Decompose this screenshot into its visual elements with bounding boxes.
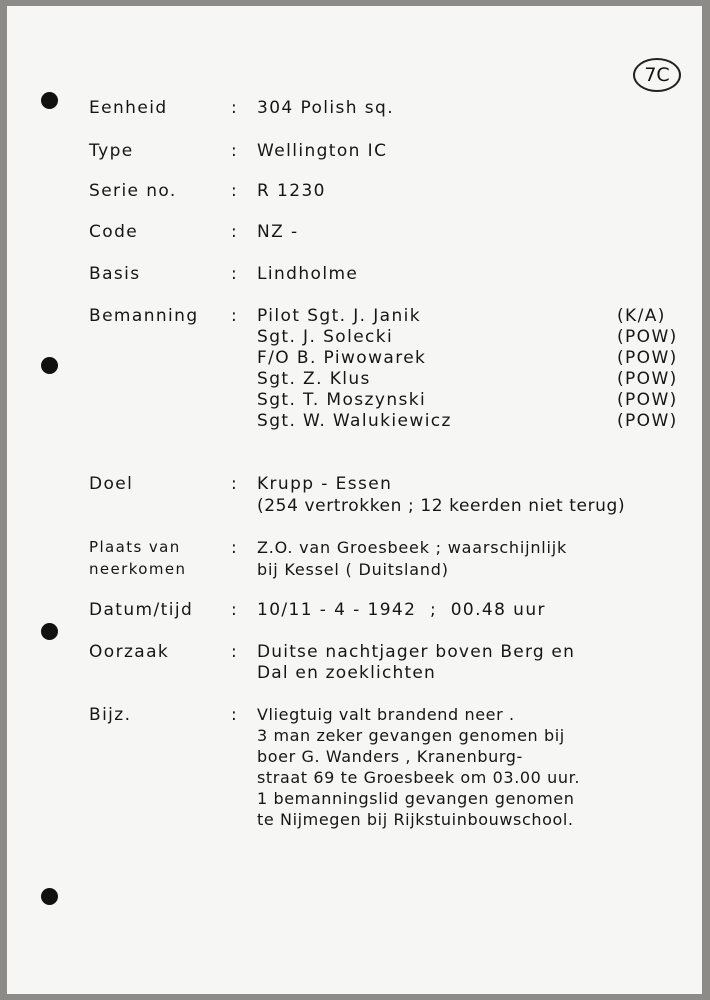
value-oorzaak-line: Duitse nachtjager boven Berg en <box>257 642 576 662</box>
value-bijz-line: boer G. Wanders , Kranenburg- <box>257 747 523 766</box>
crew-member-name: Sgt. J. Solecki <box>257 327 394 347</box>
crew-member-name: Sgt. Z. Klus <box>257 369 371 389</box>
colon: : <box>231 600 239 620</box>
colon: : <box>231 538 239 558</box>
crew-member-name: F/O B. Piwowarek <box>257 348 427 368</box>
label-type: Type <box>89 141 134 161</box>
crew-member-status: (POW) <box>617 327 678 347</box>
label-plaats: Plaats van <box>89 538 181 556</box>
label-eenheid: Eenheid <box>89 98 168 118</box>
punch-hole <box>41 357 58 374</box>
label-oorzaak: Oorzaak <box>89 642 170 662</box>
crew-member-status: (POW) <box>617 390 678 410</box>
label-doel: Doel <box>89 474 134 494</box>
value-datum: 10/11 - 4 - 1942 ; 00.48 uur <box>257 600 546 620</box>
crew-member-name: Pilot Sgt. J. Janik <box>257 306 422 326</box>
crew-member-status: (POW) <box>617 348 678 368</box>
punch-hole <box>41 888 58 905</box>
value-bijz-line: 1 bemanningslid gevangen genomen <box>257 789 575 808</box>
colon: : <box>231 181 239 201</box>
label-plaats: neerkomen <box>89 560 187 578</box>
value-serie: R 1230 <box>257 181 326 201</box>
value-oorzaak-line: Dal en zoeklichten <box>257 663 436 683</box>
crew-member-name: Sgt. W. Walukiewicz <box>257 411 452 431</box>
colon: : <box>231 306 239 326</box>
colon: : <box>231 264 239 284</box>
punch-hole <box>41 92 58 109</box>
value-eenheid: 304 Polish sq. <box>257 98 395 118</box>
label-bemanning: Bemanning <box>89 306 199 326</box>
punch-hole <box>41 623 58 640</box>
value-bijz-line: 3 man zeker gevangen genomen bij <box>257 726 565 745</box>
value-plaats-line: Z.O. van Groesbeek ; waarschijnlijk <box>257 538 568 557</box>
value-plaats-line: bij Kessel ( Duitsland) <box>257 560 449 579</box>
value-bijz-line: te Nijmegen bij Rijkstuinbouwschool. <box>257 810 574 829</box>
colon: : <box>231 98 239 118</box>
value-code: NZ - <box>257 222 299 242</box>
value-bijz-line: Vliegtuig valt brandend neer . <box>257 705 515 724</box>
colon: : <box>231 705 239 725</box>
colon: : <box>231 474 239 494</box>
value-type: Wellington IC <box>257 141 388 161</box>
crew-member-name: Sgt. T. Moszynski <box>257 390 427 410</box>
colon: : <box>231 642 239 662</box>
crew-member-status: (POW) <box>617 369 678 389</box>
value-bijz-line: straat 69 te Groesbeek om 03.00 uur. <box>257 768 581 787</box>
value-doel-line: Krupp - Essen <box>257 474 393 494</box>
value-doel-line: (254 vertrokken ; 12 keerden niet terug) <box>257 496 626 516</box>
label-serie: Serie no. <box>89 181 177 201</box>
colon: : <box>231 222 239 242</box>
label-basis: Basis <box>89 264 141 284</box>
document-page <box>7 6 702 994</box>
crew-member-status: (K/A) <box>617 306 666 326</box>
label-datum: Datum/tijd <box>89 600 194 620</box>
label-bijz: Bijz. <box>89 705 132 725</box>
colon: : <box>231 141 239 161</box>
label-code: Code <box>89 222 139 242</box>
value-basis: Lindholme <box>257 264 359 284</box>
crew-member-status: (POW) <box>617 411 678 431</box>
page-number-mark: 7C <box>633 58 681 92</box>
